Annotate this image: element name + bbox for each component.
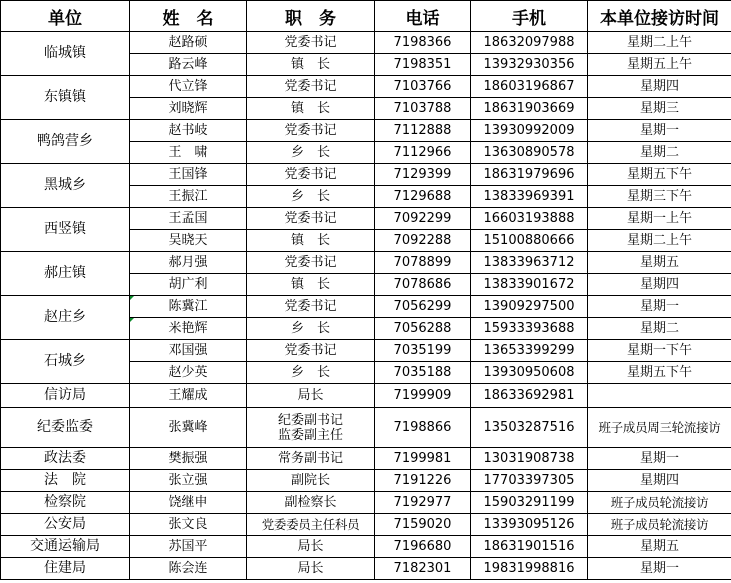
title-cell: 党委书记 — [247, 32, 375, 54]
phone-cell: 7056288 — [375, 318, 471, 340]
name-cell: 王孟国 — [130, 208, 247, 230]
mobile-cell: 18603196867 — [471, 76, 588, 98]
name-cell: 代立锋 — [130, 76, 247, 98]
unit-cell: 临城镇 — [1, 32, 130, 76]
phone-cell: 7056299 — [375, 296, 471, 318]
table-body — [1, 32, 731, 580]
time-cell: 星期五 — [588, 536, 731, 558]
name-cell: 吴晓天 — [130, 230, 247, 252]
title-cell: 常务副书记 — [247, 448, 375, 470]
title-cell: 党委书记 — [247, 296, 375, 318]
name-cell: 刘晓辉 — [130, 98, 247, 120]
phone-cell: 7129688 — [375, 186, 471, 208]
phone-cell: 7078686 — [375, 274, 471, 296]
mobile-cell: 18631979696 — [471, 164, 588, 186]
time-cell: 班子成员轮流接访 — [588, 514, 731, 536]
mobile-cell: 13930950608 — [471, 362, 588, 384]
time-cell: 星期四 — [588, 470, 731, 492]
name-cell: 赵少英 — [130, 362, 247, 384]
mobile-cell: 13909297500 — [471, 296, 588, 318]
phone-cell: 7198366 — [375, 32, 471, 54]
title-cell: 乡 长 — [247, 362, 375, 384]
mobile-cell: 13031908738 — [471, 448, 588, 470]
title-cell: 党委书记 — [247, 208, 375, 230]
mobile-cell: 13930992009 — [471, 120, 588, 142]
table-row — [1, 558, 731, 580]
table-row — [1, 340, 731, 362]
table-row — [1, 408, 731, 448]
unit-cell: 政法委 — [1, 448, 130, 470]
phone-cell: 7191226 — [375, 470, 471, 492]
table-row — [1, 514, 731, 536]
time-cell — [588, 384, 731, 408]
time-cell: 星期二上午 — [588, 32, 731, 54]
time-cell: 星期一 — [588, 296, 731, 318]
table-row — [1, 164, 731, 186]
time-cell: 星期二 — [588, 318, 731, 340]
header-row — [1, 1, 731, 32]
phone-cell: 7092288 — [375, 230, 471, 252]
phone-cell: 7112966 — [375, 142, 471, 164]
time-cell: 星期五上午 — [588, 54, 731, 76]
header-name: 姓 名 — [130, 1, 247, 32]
unit-cell: 黑城乡 — [1, 164, 130, 208]
time-cell: 星期一 — [588, 448, 731, 470]
name-cell: 邓国强 — [130, 340, 247, 362]
time-cell: 星期二 — [588, 142, 731, 164]
time-cell: 星期一 — [588, 120, 731, 142]
title-cell: 乡 长 — [247, 318, 375, 340]
phone-cell: 7129399 — [375, 164, 471, 186]
mobile-cell: 13833963712 — [471, 252, 588, 274]
title-cell: 党委书记 — [247, 340, 375, 362]
table-row — [1, 252, 731, 274]
mobile-cell: 19831998816 — [471, 558, 588, 580]
phone-cell: 7198866 — [375, 408, 471, 448]
time-cell: 星期二上午 — [588, 230, 731, 252]
mobile-cell: 18631901516 — [471, 536, 588, 558]
table-row — [1, 296, 731, 318]
name-cell: 樊振强 — [130, 448, 247, 470]
time-cell: 星期四 — [588, 274, 731, 296]
phone-cell: 7092299 — [375, 208, 471, 230]
title-cell: 乡 长 — [247, 142, 375, 164]
name-cell: 张立强 — [130, 470, 247, 492]
phone-cell: 7035188 — [375, 362, 471, 384]
unit-cell: 郝庄镇 — [1, 252, 130, 296]
mobile-cell: 15903291199 — [471, 492, 588, 514]
name-cell: 王耀成 — [130, 384, 247, 408]
mobile-cell: 18632097988 — [471, 32, 588, 54]
unit-cell: 石城乡 — [1, 340, 130, 384]
time-cell: 星期一上午 — [588, 208, 731, 230]
mobile-cell: 13653399299 — [471, 340, 588, 362]
title-line-2: 监委副主任 — [277, 427, 343, 443]
phone-cell: 7182301 — [375, 558, 471, 580]
time-cell: 星期五下午 — [588, 164, 731, 186]
unit-cell: 检察院 — [1, 492, 130, 514]
mobile-cell: 18631903669 — [471, 98, 588, 120]
title-cell: 局长 — [247, 558, 375, 580]
table-row — [1, 208, 731, 230]
mobile-cell: 13503287516 — [471, 408, 588, 448]
name-text: 陈冀江 — [168, 299, 208, 314]
name-cell: 王国锋 — [130, 164, 247, 186]
name-cell: 陈会连 — [130, 558, 247, 580]
title-cell: 党委委员主任科员 — [247, 514, 375, 536]
mobile-cell: 13833901672 — [471, 274, 588, 296]
phone-cell: 7198351 — [375, 54, 471, 76]
unit-cell: 信访局 — [1, 384, 130, 408]
title-cell: 副院长 — [247, 470, 375, 492]
header-reception-time: 本单位接访时间 — [588, 1, 731, 32]
table-row — [1, 492, 731, 514]
comment-marker-icon — [130, 318, 134, 322]
title-cell: 党委书记 — [247, 164, 375, 186]
mobile-cell: 15933393688 — [471, 318, 588, 340]
time-cell: 星期三下午 — [588, 186, 731, 208]
comment-marker-icon — [130, 296, 134, 300]
phone-cell: 7078899 — [375, 252, 471, 274]
mobile-cell: 13932930356 — [471, 54, 588, 76]
time-cell: 班子成员轮流接访 — [588, 492, 731, 514]
table-row — [1, 76, 731, 98]
table-row — [1, 536, 731, 558]
table-row — [1, 32, 731, 54]
time-cell: 星期一 — [588, 558, 731, 580]
mobile-cell: 15100880666 — [471, 230, 588, 252]
unit-cell: 纪委监委 — [1, 408, 130, 448]
name-cell — [130, 318, 247, 340]
name-cell: 胡广利 — [130, 274, 247, 296]
name-cell: 赵书岐 — [130, 120, 247, 142]
mobile-cell: 13393095126 — [471, 514, 588, 536]
time-cell: 星期三 — [588, 98, 731, 120]
phone-cell: 7159020 — [375, 514, 471, 536]
time-cell: 星期五 — [588, 252, 731, 274]
mobile-cell: 13833969391 — [471, 186, 588, 208]
title-cell: 党委书记 — [247, 120, 375, 142]
title-cell: 副检察长 — [247, 492, 375, 514]
name-cell: 路云峰 — [130, 54, 247, 76]
mobile-cell: 13630890578 — [471, 142, 588, 164]
name-cell: 王 啸 — [130, 142, 247, 164]
name-cell: 郝月强 — [130, 252, 247, 274]
name-cell — [130, 296, 247, 318]
title-cell: 镇 长 — [247, 98, 375, 120]
phone-cell: 7103766 — [375, 76, 471, 98]
table-row — [1, 384, 731, 408]
header-phone: 电话 — [375, 1, 471, 32]
unit-cell: 住建局 — [1, 558, 130, 580]
title-cell: 党委书记 — [247, 252, 375, 274]
phone-cell: 7199981 — [375, 448, 471, 470]
unit-cell: 赵庄乡 — [1, 296, 130, 340]
name-text: 米艳辉 — [168, 321, 208, 336]
unit-cell: 鸭鸽营乡 — [1, 120, 130, 164]
title-cell: 乡 长 — [247, 186, 375, 208]
header-unit: 单位 — [1, 1, 130, 32]
title-cell: 镇 长 — [247, 54, 375, 76]
phone-cell: 7199909 — [375, 384, 471, 408]
title-cell: 镇 长 — [247, 230, 375, 252]
unit-cell: 西竖镇 — [1, 208, 130, 252]
time-cell: 星期五下午 — [588, 362, 731, 384]
title-cell: 局长 — [247, 384, 375, 408]
table-row — [1, 470, 731, 492]
phone-cell: 7035199 — [375, 340, 471, 362]
title-cell — [247, 408, 375, 448]
name-cell: 王振江 — [130, 186, 247, 208]
table-row — [1, 448, 731, 470]
phone-cell: 7112888 — [375, 120, 471, 142]
header-title: 职 务 — [247, 1, 375, 32]
name-cell: 饶继申 — [130, 492, 247, 514]
title-cell: 局长 — [247, 536, 375, 558]
title-cell: 党委书记 — [247, 76, 375, 98]
title-line-1: 纪委副书记 — [277, 412, 343, 428]
header-mobile: 手机 — [471, 1, 588, 32]
unit-cell: 东镇镇 — [1, 76, 130, 120]
unit-cell: 公安局 — [1, 514, 130, 536]
table-row — [1, 120, 731, 142]
unit-cell: 交通运输局 — [1, 536, 130, 558]
time-cell: 星期四 — [588, 76, 731, 98]
mobile-cell: 16603193888 — [471, 208, 588, 230]
name-cell: 张冀峰 — [130, 408, 247, 448]
name-cell: 赵路硕 — [130, 32, 247, 54]
unit-cell: 法 院 — [1, 470, 130, 492]
phone-cell: 7103788 — [375, 98, 471, 120]
name-cell: 张文良 — [130, 514, 247, 536]
time-cell: 星期一下午 — [588, 340, 731, 362]
phone-cell: 7192977 — [375, 492, 471, 514]
mobile-cell: 18633692981 — [471, 384, 588, 408]
mobile-cell: 17703397305 — [471, 470, 588, 492]
time-cell: 班子成员周三轮流接访 — [588, 408, 731, 448]
phone-cell: 7196680 — [375, 536, 471, 558]
title-cell: 镇 长 — [247, 274, 375, 296]
name-cell: 苏国平 — [130, 536, 247, 558]
